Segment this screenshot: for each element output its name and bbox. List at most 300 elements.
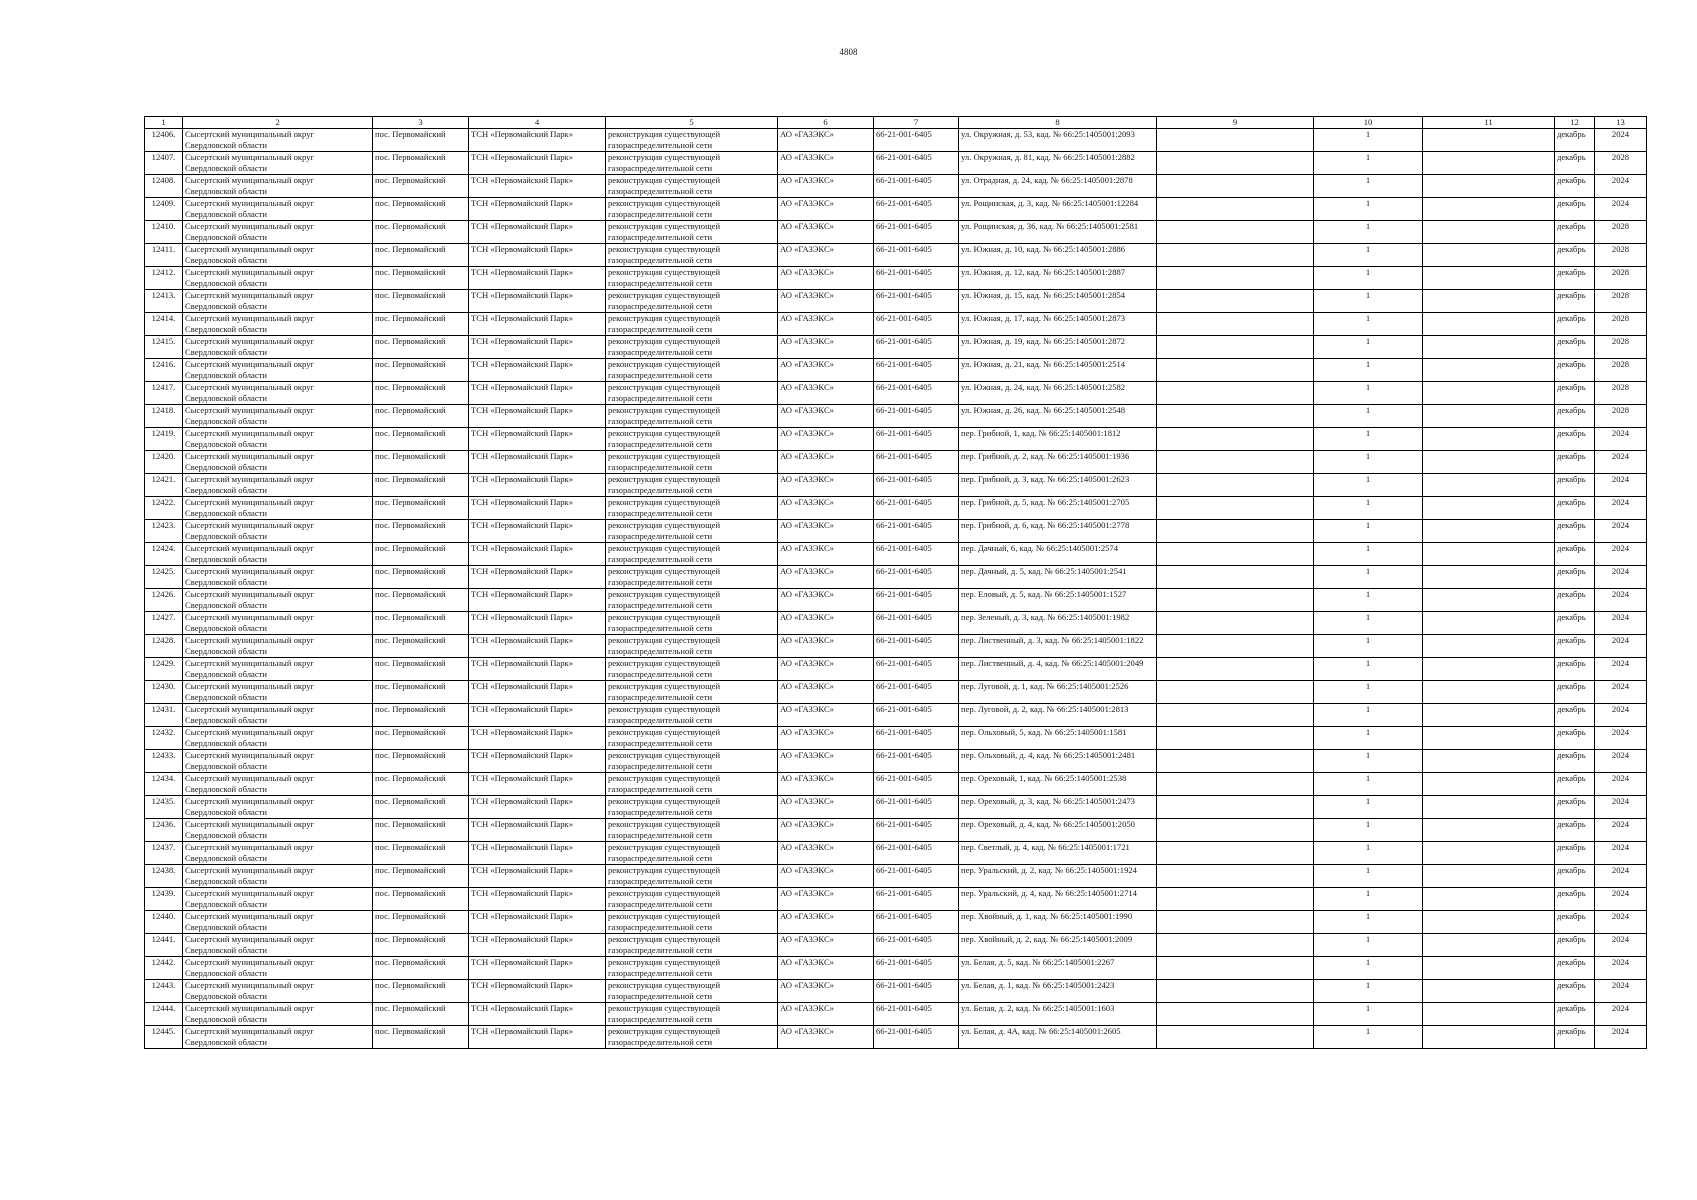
count-cell: 1 [1314, 566, 1423, 589]
work-type-cell-line: газораспределительной сети [608, 508, 713, 518]
district-cell-line: Свердловской области [185, 301, 268, 311]
table-row [145, 681, 1647, 704]
settlement-cell: пос. Первомайский [373, 773, 469, 796]
operator-cell: АО «ГАЗЭКС» [778, 198, 874, 221]
settlement-cell: пос. Первомайский [373, 911, 469, 934]
work-type-cell [606, 911, 778, 934]
partnership-cell: ТСН «Первомайский Парк» [469, 428, 606, 451]
table-row [145, 842, 1647, 865]
table-row [145, 129, 1647, 152]
address-cell: ул. Южная, д. 12, кад. № 66:25:1405001:2887 [959, 267, 1157, 290]
address-cell: пер. Грибной, д. 5, кад. № 66:25:1405001:2705 [959, 497, 1157, 520]
empty-cell-11 [1423, 842, 1555, 865]
work-type-cell [606, 635, 778, 658]
empty-cell-11 [1423, 773, 1555, 796]
district-cell-line: Свердловской области [185, 876, 268, 886]
work-type-cell [606, 589, 778, 612]
district-cell [183, 543, 373, 566]
empty-cell-11 [1423, 175, 1555, 198]
settlement-cell: пос. Первомайский [373, 658, 469, 681]
district-cell [183, 681, 373, 704]
operator-cell: АО «ГАЗЭКС» [778, 382, 874, 405]
partnership-cell: ТСН «Первомайский Парк» [469, 520, 606, 543]
district-cell [183, 221, 373, 244]
work-type-cell-line: газораспределительной сети [608, 554, 713, 564]
work-type-cell-line: реконструкция существующей [608, 221, 721, 231]
month-cell: декабрь [1555, 865, 1595, 888]
empty-cell-11 [1423, 290, 1555, 313]
row-number: 12440. [145, 911, 183, 934]
address-cell: пер. Уральский, д. 2, кад. № 66:25:1405001:1924 [959, 865, 1157, 888]
table-row [145, 612, 1647, 635]
work-type-cell-line: реконструкция существующей [608, 267, 721, 277]
empty-cell-9 [1157, 911, 1314, 934]
settlement-cell: пос. Первомайский [373, 980, 469, 1003]
month-cell: декабрь [1555, 221, 1595, 244]
row-number: 12410. [145, 221, 183, 244]
district-cell-line: Свердловской области [185, 324, 268, 334]
work-type-cell-line: реконструкция существующей [608, 290, 721, 300]
empty-cell-11 [1423, 819, 1555, 842]
month-cell: декабрь [1555, 612, 1595, 635]
count-cell: 1 [1314, 543, 1423, 566]
count-cell: 1 [1314, 612, 1423, 635]
row-number: 12442. [145, 957, 183, 980]
empty-cell-9 [1157, 1003, 1314, 1026]
code-cell: 66-21-001-6405 [874, 290, 959, 313]
district-cell-line: Сысертский муниципальный округ [185, 359, 315, 369]
district-cell [183, 796, 373, 819]
column-header: 5 [606, 117, 778, 129]
count-cell: 1 [1314, 359, 1423, 382]
work-type-cell-line: реконструкция существующей [608, 474, 721, 484]
empty-cell-9 [1157, 980, 1314, 1003]
work-type-cell [606, 957, 778, 980]
district-cell [183, 658, 373, 681]
district-cell-line: Свердловской области [185, 278, 268, 288]
partnership-cell: ТСН «Первомайский Парк» [469, 1003, 606, 1026]
count-cell: 1 [1314, 474, 1423, 497]
count-cell: 1 [1314, 635, 1423, 658]
year-cell: 2028 [1595, 244, 1647, 267]
count-cell: 1 [1314, 313, 1423, 336]
empty-cell-9 [1157, 152, 1314, 175]
settlement-cell: пос. Первомайский [373, 497, 469, 520]
district-cell-line: Свердловской области [185, 485, 268, 495]
work-type-cell [606, 382, 778, 405]
work-type-cell-line: газораспределительной сети [608, 485, 713, 495]
operator-cell: АО «ГАЗЭКС» [778, 566, 874, 589]
district-cell-line: Свердловской области [185, 370, 268, 380]
district-cell [183, 152, 373, 175]
operator-cell: АО «ГАЗЭКС» [778, 658, 874, 681]
district-cell-line: Сысертский муниципальный округ [185, 681, 315, 691]
row-number: 12412. [145, 267, 183, 290]
work-type-cell-line: газораспределительной сети [608, 163, 713, 173]
row-number: 12418. [145, 405, 183, 428]
work-type-cell-line: газораспределительной сети [608, 761, 713, 771]
work-type-cell-line: газораспределительной сети [608, 209, 713, 219]
settlement-cell: пос. Первомайский [373, 175, 469, 198]
partnership-cell: ТСН «Первомайский Парк» [469, 957, 606, 980]
row-number: 12427. [145, 612, 183, 635]
district-cell-line: Сысертский муниципальный округ [185, 773, 315, 783]
code-cell: 66-21-001-6405 [874, 934, 959, 957]
district-cell-line: Свердловской области [185, 761, 268, 771]
partnership-cell: ТСН «Первомайский Парк» [469, 405, 606, 428]
work-type-cell-line: газораспределительной сети [608, 577, 713, 587]
work-type-cell-line: газораспределительной сети [608, 255, 713, 265]
district-cell [183, 704, 373, 727]
partnership-cell: ТСН «Первомайский Парк» [469, 267, 606, 290]
district-cell [183, 313, 373, 336]
month-cell: декабрь [1555, 1003, 1595, 1026]
column-header: 12 [1555, 117, 1595, 129]
table-body [145, 129, 1647, 1049]
district-cell-line: Свердловской области [185, 163, 268, 173]
work-type-cell-line: газораспределительной сети [608, 140, 713, 150]
code-cell: 66-21-001-6405 [874, 681, 959, 704]
table-row [145, 773, 1647, 796]
work-type-cell [606, 244, 778, 267]
month-cell: декабрь [1555, 727, 1595, 750]
district-cell-line: Свердловской области [185, 600, 268, 610]
empty-cell-11 [1423, 428, 1555, 451]
row-number: 12422. [145, 497, 183, 520]
code-cell: 66-21-001-6405 [874, 129, 959, 152]
district-cell-line: Сысертский муниципальный округ [185, 911, 315, 921]
empty-cell-9 [1157, 1026, 1314, 1049]
empty-cell-11 [1423, 750, 1555, 773]
table-row [145, 1003, 1647, 1026]
district-cell-line: Свердловской области [185, 991, 268, 1001]
month-cell: декабрь [1555, 589, 1595, 612]
month-cell: декабрь [1555, 566, 1595, 589]
partnership-cell: ТСН «Первомайский Парк» [469, 221, 606, 244]
district-cell-line: Свердловской области [185, 692, 268, 702]
district-cell-line: Сысертский муниципальный округ [185, 336, 315, 346]
work-type-cell-line: реконструкция существующей [608, 244, 721, 254]
row-number: 12421. [145, 474, 183, 497]
work-type-cell [606, 612, 778, 635]
work-type-cell-line: газораспределительной сети [608, 439, 713, 449]
count-cell: 1 [1314, 819, 1423, 842]
work-type-cell [606, 221, 778, 244]
work-type-cell-line: газораспределительной сети [608, 186, 713, 196]
work-type-cell [606, 566, 778, 589]
empty-cell-9 [1157, 704, 1314, 727]
column-header: 10 [1314, 117, 1423, 129]
row-number: 12409. [145, 198, 183, 221]
address-cell: пер. Ореховый, д. 4, кад. № 66:25:1405001:2050 [959, 819, 1157, 842]
district-cell-line: Свердловской области [185, 554, 268, 564]
operator-cell: АО «ГАЗЭКС» [778, 612, 874, 635]
work-type-cell [606, 520, 778, 543]
count-cell: 1 [1314, 497, 1423, 520]
count-cell: 1 [1314, 175, 1423, 198]
work-type-cell [606, 405, 778, 428]
table-row [145, 336, 1647, 359]
year-cell: 2028 [1595, 382, 1647, 405]
work-type-cell [606, 175, 778, 198]
code-cell: 66-21-001-6405 [874, 796, 959, 819]
code-cell: 66-21-001-6405 [874, 1003, 959, 1026]
row-number: 12443. [145, 980, 183, 1003]
operator-cell: АО «ГАЗЭКС» [778, 152, 874, 175]
district-cell-line: Свердловской области [185, 462, 268, 472]
work-type-cell-line: газораспределительной сети [608, 715, 713, 725]
year-cell: 2024 [1595, 1026, 1647, 1049]
district-cell-line: Сысертский муниципальный округ [185, 865, 315, 875]
row-number: 12406. [145, 129, 183, 152]
month-cell: декабрь [1555, 750, 1595, 773]
address-cell: пер. Луговой, д. 2, кад. № 66:25:1405001:2813 [959, 704, 1157, 727]
empty-cell-11 [1423, 382, 1555, 405]
empty-cell-11 [1423, 497, 1555, 520]
district-cell [183, 934, 373, 957]
partnership-cell: ТСН «Первомайский Парк» [469, 635, 606, 658]
year-cell: 2024 [1595, 681, 1647, 704]
work-type-cell-line: реконструкция существующей [608, 566, 721, 576]
district-cell-line: Свердловской области [185, 1014, 268, 1024]
work-type-cell-line: газораспределительной сети [608, 623, 713, 633]
work-type-cell-line: реконструкция существующей [608, 911, 721, 921]
year-cell: 2024 [1595, 658, 1647, 681]
operator-cell: АО «ГАЗЭКС» [778, 842, 874, 865]
table-row [145, 221, 1647, 244]
work-type-cell-line: газораспределительной сети [608, 324, 713, 334]
work-type-cell-line: реконструкция существующей [608, 543, 721, 553]
empty-cell-9 [1157, 819, 1314, 842]
district-cell [183, 566, 373, 589]
operator-cell: АО «ГАЗЭКС» [778, 244, 874, 267]
row-number: 12407. [145, 152, 183, 175]
empty-cell-9 [1157, 635, 1314, 658]
operator-cell: АО «ГАЗЭКС» [778, 819, 874, 842]
year-cell: 2028 [1595, 405, 1647, 428]
settlement-cell: пос. Первомайский [373, 451, 469, 474]
column-header: 7 [874, 117, 959, 129]
district-cell-line: Свердловской области [185, 1037, 268, 1047]
work-type-cell-line: реконструкция существующей [608, 934, 721, 944]
count-cell: 1 [1314, 152, 1423, 175]
empty-cell-11 [1423, 451, 1555, 474]
address-cell: ул. Белая, д. 2, кад. № 66:25:1405001:1603 [959, 1003, 1157, 1026]
empty-cell-11 [1423, 934, 1555, 957]
settlement-cell: пос. Первомайский [373, 474, 469, 497]
district-cell [183, 405, 373, 428]
district-cell-line: Свердловской области [185, 577, 268, 587]
empty-cell-9 [1157, 175, 1314, 198]
work-type-cell-line: реконструкция существующей [608, 957, 721, 967]
work-type-cell-line: реконструкция существующей [608, 819, 721, 829]
count-cell: 1 [1314, 1026, 1423, 1049]
column-header: 11 [1423, 117, 1555, 129]
district-cell [183, 980, 373, 1003]
work-type-cell-line: газораспределительной сети [608, 899, 713, 909]
code-cell: 66-21-001-6405 [874, 198, 959, 221]
work-type-cell-line: реконструкция существующей [608, 842, 721, 852]
empty-cell-11 [1423, 221, 1555, 244]
work-type-cell-line: газораспределительной сети [608, 1037, 713, 1047]
address-cell: пер. Грибной, д. 3, кад. № 66:25:1405001:2623 [959, 474, 1157, 497]
partnership-cell: ТСН «Первомайский Парк» [469, 359, 606, 382]
work-type-cell [606, 934, 778, 957]
partnership-cell: ТСН «Первомайский Парк» [469, 336, 606, 359]
address-cell: ул. Южная, д. 10, кад. № 66:25:1405001:2886 [959, 244, 1157, 267]
district-cell-line: Сысертский муниципальный округ [185, 957, 315, 967]
row-number: 12425. [145, 566, 183, 589]
row-number: 12444. [145, 1003, 183, 1026]
empty-cell-11 [1423, 612, 1555, 635]
work-type-cell-line: газораспределительной сети [608, 301, 713, 311]
empty-cell-11 [1423, 359, 1555, 382]
district-cell [183, 520, 373, 543]
work-type-cell-line: реконструкция существующей [608, 727, 721, 737]
work-type-cell-line: газораспределительной сети [608, 991, 713, 1001]
settlement-cell: пос. Первомайский [373, 727, 469, 750]
work-type-cell [606, 428, 778, 451]
code-cell: 66-21-001-6405 [874, 566, 959, 589]
empty-cell-9 [1157, 451, 1314, 474]
partnership-cell: ТСН «Первомайский Парк» [469, 1026, 606, 1049]
registry-table [144, 116, 1647, 1049]
work-type-cell-line: реконструкция существующей [608, 497, 721, 507]
year-cell: 2024 [1595, 727, 1647, 750]
settlement-cell: пос. Первомайский [373, 129, 469, 152]
row-number: 12431. [145, 704, 183, 727]
month-cell: декабрь [1555, 888, 1595, 911]
count-cell: 1 [1314, 911, 1423, 934]
count-cell: 1 [1314, 980, 1423, 1003]
table-row [145, 658, 1647, 681]
work-type-cell [606, 704, 778, 727]
address-cell: пер. Дачный, 6, кад. № 66:25:1405001:2574 [959, 543, 1157, 566]
settlement-cell: пос. Первомайский [373, 382, 469, 405]
district-cell-line: Сысертский муниципальный округ [185, 198, 315, 208]
year-cell: 2024 [1595, 474, 1647, 497]
empty-cell-9 [1157, 773, 1314, 796]
empty-cell-9 [1157, 681, 1314, 704]
district-cell-line: Свердловской области [185, 347, 268, 357]
month-cell: декабрь [1555, 129, 1595, 152]
month-cell: декабрь [1555, 405, 1595, 428]
operator-cell: АО «ГАЗЭКС» [778, 290, 874, 313]
district-cell-line: Сысертский муниципальный округ [185, 405, 315, 415]
work-type-cell-line: реконструкция существующей [608, 773, 721, 783]
count-cell: 1 [1314, 1003, 1423, 1026]
district-cell [183, 382, 373, 405]
table-row [145, 290, 1647, 313]
work-type-cell-line: реконструкция существующей [608, 451, 721, 461]
settlement-cell: пос. Первомайский [373, 267, 469, 290]
count-cell: 1 [1314, 773, 1423, 796]
address-cell: пер. Светлый, д. 4, кад. № 66:25:1405001:1721 [959, 842, 1157, 865]
table-row [145, 980, 1647, 1003]
address-cell: пер. Хвойный, д. 1, кад. № 66:25:1405001:1990 [959, 911, 1157, 934]
empty-cell-9 [1157, 428, 1314, 451]
address-cell: пер. Еловый, д. 5, кад. № 66:25:1405001:1527 [959, 589, 1157, 612]
district-cell-line: Сысертский муниципальный округ [185, 313, 315, 323]
table-row [145, 566, 1647, 589]
table-row [145, 865, 1647, 888]
work-type-cell [606, 980, 778, 1003]
operator-cell: АО «ГАЗЭКС» [778, 451, 874, 474]
code-cell: 66-21-001-6405 [874, 612, 959, 635]
month-cell: декабрь [1555, 957, 1595, 980]
work-type-cell-line: реконструкция существующей [608, 658, 721, 668]
work-type-cell-line: газораспределительной сети [608, 462, 713, 472]
work-type-cell-line: газораспределительной сети [608, 600, 713, 610]
district-cell [183, 589, 373, 612]
work-type-cell [606, 359, 778, 382]
code-cell: 66-21-001-6405 [874, 773, 959, 796]
work-type-cell-line: реконструкция существующей [608, 313, 721, 323]
empty-cell-9 [1157, 313, 1314, 336]
district-cell-line: Сысертский муниципальный округ [185, 428, 315, 438]
count-cell: 1 [1314, 221, 1423, 244]
work-type-cell-line: газораспределительной сети [608, 416, 713, 426]
district-cell-line: Сысертский муниципальный округ [185, 1026, 315, 1036]
address-cell: ул. Южная, д. 24, кад. № 66:25:1405001:2582 [959, 382, 1157, 405]
column-header: 8 [959, 117, 1157, 129]
district-cell-line: Сысертский муниципальный округ [185, 474, 315, 484]
year-cell: 2024 [1595, 888, 1647, 911]
month-cell: декабрь [1555, 1026, 1595, 1049]
empty-cell-9 [1157, 658, 1314, 681]
settlement-cell: пос. Первомайский [373, 934, 469, 957]
year-cell: 2024 [1595, 773, 1647, 796]
district-cell-line: Свердловской области [185, 209, 268, 219]
address-cell: пер. Грибной, д. 6, кад. № 66:25:1405001:2778 [959, 520, 1157, 543]
count-cell: 1 [1314, 681, 1423, 704]
partnership-cell: ТСН «Первомайский Парк» [469, 474, 606, 497]
empty-cell-11 [1423, 865, 1555, 888]
address-cell: ул. Южная, д. 21, кад. № 66:25:1405001:2514 [959, 359, 1157, 382]
code-cell: 66-21-001-6405 [874, 1026, 959, 1049]
row-number: 12420. [145, 451, 183, 474]
operator-cell: АО «ГАЗЭКС» [778, 681, 874, 704]
column-header: 6 [778, 117, 874, 129]
district-cell [183, 635, 373, 658]
count-cell: 1 [1314, 658, 1423, 681]
operator-cell: АО «ГАЗЭКС» [778, 405, 874, 428]
district-cell-line: Свердловской области [185, 255, 268, 265]
operator-cell: АО «ГАЗЭКС» [778, 428, 874, 451]
code-cell: 66-21-001-6405 [874, 543, 959, 566]
address-cell: ул. Рощинская, д. 36, кад. № 66:25:1405001:2581 [959, 221, 1157, 244]
work-type-cell [606, 658, 778, 681]
partnership-cell: ТСН «Первомайский Парк» [469, 313, 606, 336]
row-number: 12423. [145, 520, 183, 543]
row-number: 12439. [145, 888, 183, 911]
month-cell: декабрь [1555, 497, 1595, 520]
table-row [145, 451, 1647, 474]
year-cell: 2024 [1595, 980, 1647, 1003]
row-number: 12414. [145, 313, 183, 336]
month-cell: декабрь [1555, 980, 1595, 1003]
row-number: 12426. [145, 589, 183, 612]
month-cell: декабрь [1555, 635, 1595, 658]
work-type-cell-line: газораспределительной сети [608, 945, 713, 955]
work-type-cell [606, 198, 778, 221]
count-cell: 1 [1314, 520, 1423, 543]
empty-cell-11 [1423, 543, 1555, 566]
work-type-cell [606, 543, 778, 566]
district-cell-line: Сысертский муниципальный округ [185, 382, 315, 392]
operator-cell: АО «ГАЗЭКС» [778, 911, 874, 934]
month-cell: декабрь [1555, 152, 1595, 175]
